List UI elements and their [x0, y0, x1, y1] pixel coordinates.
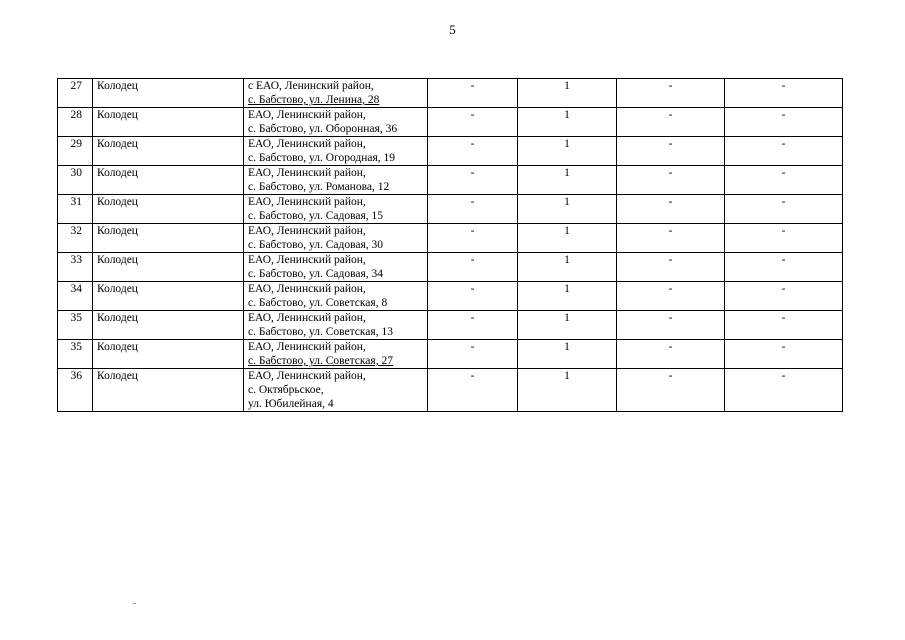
table-row: [58, 137, 843, 166]
table-row: [58, 253, 843, 282]
value-col-2: 1: [518, 166, 617, 195]
value-col-3: -: [617, 79, 725, 108]
value-col-1: -: [428, 166, 518, 195]
address-line-2: с. Бабстово, ул. Советская, 27: [248, 355, 393, 367]
object-name: Колодец: [93, 282, 244, 311]
value-col-2: 1: [518, 369, 617, 412]
value-col-1: -: [428, 340, 518, 369]
object-name: Колодец: [93, 137, 244, 166]
row-number: 35: [58, 311, 93, 340]
table-row: [58, 340, 843, 369]
row-number: 35: [58, 340, 93, 369]
value-col-3: -: [617, 195, 725, 224]
address-line-3: ул. Юбилейная, 4: [248, 398, 334, 410]
value-col-4: -: [725, 340, 843, 369]
address-line-1: ЕАО, Ленинский район,: [248, 225, 366, 237]
value-col-1: -: [428, 108, 518, 137]
value-col-3: -: [617, 137, 725, 166]
address-line-2: с. Бабстово, ул. Оборонная, 36: [248, 123, 398, 135]
address-line-1: ЕАО, Ленинский район,: [248, 312, 366, 324]
address-line-1: ЕАО, Ленинский район,: [248, 109, 366, 121]
value-col-4: -: [725, 311, 843, 340]
value-col-2: 1: [518, 108, 617, 137]
address-line-1: ЕАО, Ленинский район,: [248, 341, 366, 353]
object-address: [244, 137, 428, 166]
value-col-2: 1: [518, 340, 617, 369]
object-address: [244, 166, 428, 195]
object-address: [244, 253, 428, 282]
value-col-3: -: [617, 282, 725, 311]
value-col-1: -: [428, 137, 518, 166]
address-line-2: с. Бабстово, ул. Советская, 13: [248, 326, 393, 338]
object-name: Колодец: [93, 253, 244, 282]
table-row: [58, 195, 843, 224]
value-col-3: -: [617, 166, 725, 195]
object-address: [244, 340, 428, 369]
object-address: [244, 311, 428, 340]
table-row: [58, 224, 843, 253]
address-line-2: с. Бабстово, ул. Огородная, 19: [248, 152, 396, 164]
value-col-1: -: [428, 195, 518, 224]
address-line-1: ЕАО, Ленинский район,: [248, 254, 366, 266]
row-number: 27: [58, 79, 93, 108]
address-line-2: с. Бабстово, ул. Садовая, 15: [248, 210, 384, 222]
row-number: 31: [58, 195, 93, 224]
object-name: Колодец: [93, 166, 244, 195]
address-line-1: ЕАО, Ленинский район,: [248, 370, 366, 382]
table-row: [58, 108, 843, 137]
object-name: Колодец: [93, 224, 244, 253]
value-col-2: 1: [518, 253, 617, 282]
value-col-1: -: [428, 311, 518, 340]
address-line-2: с. Бабстово, ул. Садовая, 30: [248, 239, 384, 251]
value-col-3: -: [617, 108, 725, 137]
scan-speck: [133, 603, 136, 604]
object-name: Колодец: [93, 340, 244, 369]
object-name: Колодец: [93, 79, 244, 108]
address-line-1: ЕАО, Ленинский район,: [248, 138, 366, 150]
table-row: [58, 369, 843, 412]
object-name: Колодец: [93, 311, 244, 340]
value-col-4: -: [725, 195, 843, 224]
value-col-4: -: [725, 108, 843, 137]
value-col-4: -: [725, 79, 843, 108]
address-line-1: ЕАО, Ленинский район,: [248, 196, 366, 208]
object-address: [244, 224, 428, 253]
value-col-2: 1: [518, 282, 617, 311]
value-col-4: -: [725, 137, 843, 166]
value-col-1: -: [428, 282, 518, 311]
value-col-4: -: [725, 282, 843, 311]
value-col-2: 1: [518, 195, 617, 224]
address-line-2: с. Бабстово, ул. Советская, 8: [248, 297, 388, 309]
value-col-1: -: [428, 79, 518, 108]
address-line-2: с. Бабстово, ул. Ленина, 28: [248, 94, 380, 106]
table-row: [58, 166, 843, 195]
address-line-1: ЕАО, Ленинский район,: [248, 167, 366, 179]
object-name: Колодец: [93, 369, 244, 412]
object-address: [244, 108, 428, 137]
table-row: [58, 311, 843, 340]
value-col-3: -: [617, 311, 725, 340]
page-number: 5: [449, 22, 456, 37]
value-col-2: 1: [518, 137, 617, 166]
row-number: 28: [58, 108, 93, 137]
row-number: 32: [58, 224, 93, 253]
value-col-2: 1: [518, 311, 617, 340]
table-row: [58, 282, 843, 311]
row-number: 36: [58, 369, 93, 412]
value-col-2: 1: [518, 79, 617, 108]
address-line-1: с ЕАО, Ленинский район,: [248, 80, 374, 92]
value-col-1: -: [428, 369, 518, 412]
value-col-2: 1: [518, 224, 617, 253]
row-number: 34: [58, 282, 93, 311]
object-address: [244, 79, 428, 108]
table-row: [58, 79, 843, 108]
value-col-4: -: [725, 369, 843, 412]
value-col-4: -: [725, 253, 843, 282]
object-address: [244, 282, 428, 311]
value-col-3: -: [617, 340, 725, 369]
address-line-2: с. Бабстово, ул. Романова, 12: [248, 181, 390, 193]
row-number: 29: [58, 137, 93, 166]
wells-table: [57, 78, 843, 412]
value-col-3: -: [617, 224, 725, 253]
value-col-1: -: [428, 253, 518, 282]
row-number: 33: [58, 253, 93, 282]
value-col-4: -: [725, 166, 843, 195]
object-address: [244, 195, 428, 224]
value-col-4: -: [725, 224, 843, 253]
object-name: Колодец: [93, 108, 244, 137]
address-line-1: ЕАО, Ленинский район,: [248, 283, 366, 295]
row-number: 30: [58, 166, 93, 195]
object-name: Колодец: [93, 195, 244, 224]
address-line-2: с. Бабстово, ул. Садовая, 34: [248, 268, 384, 280]
value-col-3: -: [617, 253, 725, 282]
value-col-3: -: [617, 369, 725, 412]
object-address: [244, 369, 428, 412]
value-col-1: -: [428, 224, 518, 253]
address-line-2: с. Октябрьское,: [248, 384, 324, 396]
